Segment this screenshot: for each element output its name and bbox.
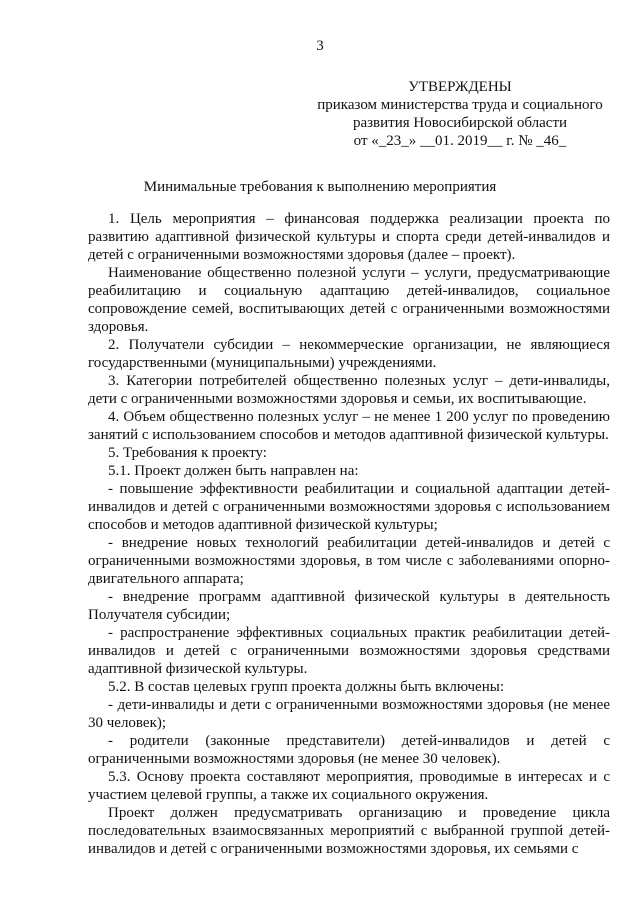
page-number: 3 <box>316 38 324 54</box>
paragraph-service-name: Наименование общественно полезной услуги – услуги, предусматривающие реабилитацию и социальную адаптацию детей-инвалидов, социальное сопровождение семей, воспитывающих детей с ограниченными возможностями здоровья. <box>88 265 610 335</box>
list-item: - распространение эффективных социальных практик реабилитации детей-инвалидов и детей с ограниченными возможностями здоровья средствами адаптивной физической культуры. <box>88 625 610 677</box>
paragraph-consumer-categories: 3. Категории потребителей общественно полезных услуг – дети-инвалиды, дети с ограниченными возможностями здоровья и семьи, их воспитывающие. <box>88 373 610 407</box>
list-item: - дети-инвалиды и дети с ограниченными возможностями здоровья (не менее 30 человек); <box>88 697 610 731</box>
list-item: - внедрение новых технологий реабилитации детей-инвалидов и детей с ограниченными возможностями здоровья, в том числе с заболеваниями опорно-двигательного аппарата; <box>88 535 610 587</box>
document-body <box>88 210 610 858</box>
paragraph-goal: 1. Цель мероприятия – финансовая поддержка реализации проекта по развитию адаптивной физической культуры и спорта среди детей-инвалидов и детей с ограниченными возможностями здоровья (далее – проект). <box>88 211 610 263</box>
paragraph-service-volume: 4. Объем общественно полезных услуг – не менее 1 200 услуг по проведению занятий с использованием способов и методов адаптивной физической культуры. <box>88 409 610 443</box>
paragraph-project-basis: 5.3. Основу проекта составляют мероприятия, проводимые в интересах и с участием целевой группы, а также их социального окружения. <box>88 769 610 803</box>
approval-region-line: развития Новосибирской области <box>352 115 568 131</box>
list-item: - родители (законные представители) детей-инвалидов и детей с ограниченными возможностями здоровья (не менее 30 человек). <box>88 733 610 767</box>
approval-order-line: приказом министерства труда и социального <box>317 97 603 113</box>
approval-date-number-line: от «_23_» __01. 2019__ г. № _46_ <box>353 133 567 149</box>
paragraph-project-cycle: Проект должен предусматривать организацию и проведение цикла последовательных взаимосвязанных мероприятий с выбранной группой детей-инвалидов и детей с ограниченными возможностями здоровья, их семьями с <box>88 805 610 857</box>
approval-block <box>300 78 620 150</box>
paragraph-project-directions: 5.1. Проект должен быть направлен на: <box>108 463 359 479</box>
approval-heading: УТВЕРЖДЕНЫ <box>408 79 512 95</box>
document-title: Минимальные требования к выполнению мероприятия <box>143 179 497 195</box>
list-item: - повышение эффективности реабилитации и социальной адаптации детей-инвалидов и детей с ограниченными возможностями здоровья с использованием способов и методов адаптивной физической культуры; <box>88 481 610 533</box>
list-item: - внедрение программ адаптивной физической культуры в деятельность Получателя субсидии; <box>88 589 610 623</box>
paragraph-project-requirements: 5. Требования к проекту: <box>108 445 267 461</box>
paragraph-target-groups: 5.2. В состав целевых групп проекта должны быть включены: <box>108 679 504 695</box>
paragraph-recipients: 2. Получатели субсидии – некоммерческие организации, не являющиеся государственными (муниципальными) учреждениями. <box>88 337 610 371</box>
